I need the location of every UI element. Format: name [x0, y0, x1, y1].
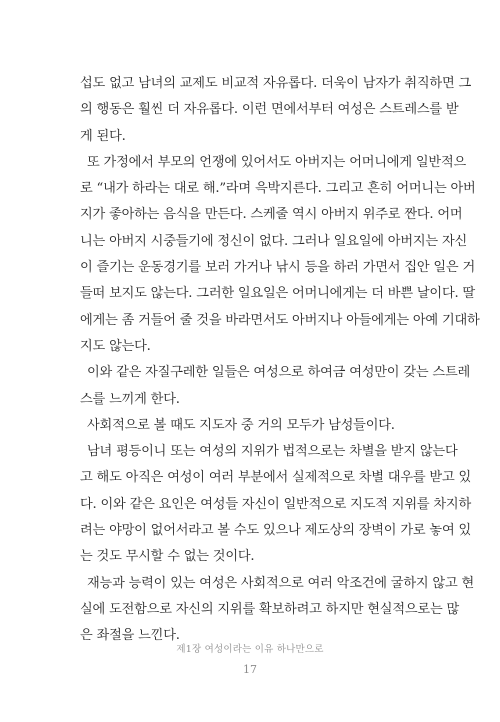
body-line: 지도 않는다.: [80, 338, 151, 354]
body-line: 니는 아버지 시중들기에 정신이 없다. 그러나 일요일에 아버지는 자신: [80, 233, 468, 249]
body-line: 스를 느끼게 한다.: [80, 391, 180, 407]
body-line: 이와 같은 자질구레한 일들은 여성으로 하여금 여성만이 갖는 스트레: [87, 365, 471, 381]
running-footer-chapter-title: 제1장 여성이라는 이유 하나만으로: [176, 644, 324, 655]
body-line: 사회적으로 볼 때도 지도자 중 거의 모두가 남성들이다.: [87, 417, 395, 433]
body-line: 게 된다.: [80, 128, 126, 144]
body-line: 이 즐기는 운동경기를 보러 가거나 낚시 등을 하러 가면서 집안 일은 거: [80, 260, 476, 276]
body-line: 에게는 좀 거들어 줄 것을 바라면서도 아버지나 아들에게는 아예 기대하: [80, 312, 480, 328]
body-line: 려는 야망이 없어서라고 볼 수도 있으나 제도상의 장벽이 가로 놓여 있: [80, 523, 472, 539]
body-line: 은 좌절을 느낀다.: [80, 628, 180, 644]
body-line: 지가 좋아하는 음식을 만든다. 스케줄 역시 아버지 위주로 짠다. 어머: [80, 207, 463, 223]
body-line: 재능과 능력이 있는 여성은 사회적으로 여러 악조건에 굴하지 않고 현: [87, 575, 475, 591]
body-line: 또 가정에서 부모의 언쟁에 있어서도 아버지는 어머니에게 일반적으: [87, 154, 467, 170]
body-line: 의 행동은 훨씬 더 자유롭다. 이런 면에서부터 여성은 스트레스를 받: [80, 102, 459, 118]
body-line: 고 해도 아직은 여성이 여러 부분에서 실제적으로 차별 대우를 받고 있: [80, 470, 472, 486]
body-line: 는 것도 무시할 수 없는 것이다.: [80, 549, 255, 565]
body-line: 로 “내가 하라는 대로 해.”라며 윽박지른다. 그리고 흔히 어머니는 아버: [80, 181, 476, 197]
body-line: 실에 도전함으로 자신의 지위를 확보하려고 하지만 현실적으로는 많: [80, 601, 460, 617]
body-line: 들떠 보지도 않는다. 그러한 일요일은 어머니에게는 더 바쁜 날이다. 딸: [80, 286, 476, 302]
page-number: 17: [243, 663, 257, 676]
body-text: [80, 71, 480, 650]
body-line: 다. 이와 같은 요인은 여성들 자신이 일반적으로 지도적 지위를 차지하: [80, 496, 472, 512]
body-line: 섭도 없고 남녀의 교제도 비교적 자유롭다. 더욱이 남자가 취직하면 그: [80, 76, 472, 91]
body-line: 남녀 평등이니 또는 여성의 지위가 법적으로는 차별을 받지 않는다: [87, 444, 458, 460]
